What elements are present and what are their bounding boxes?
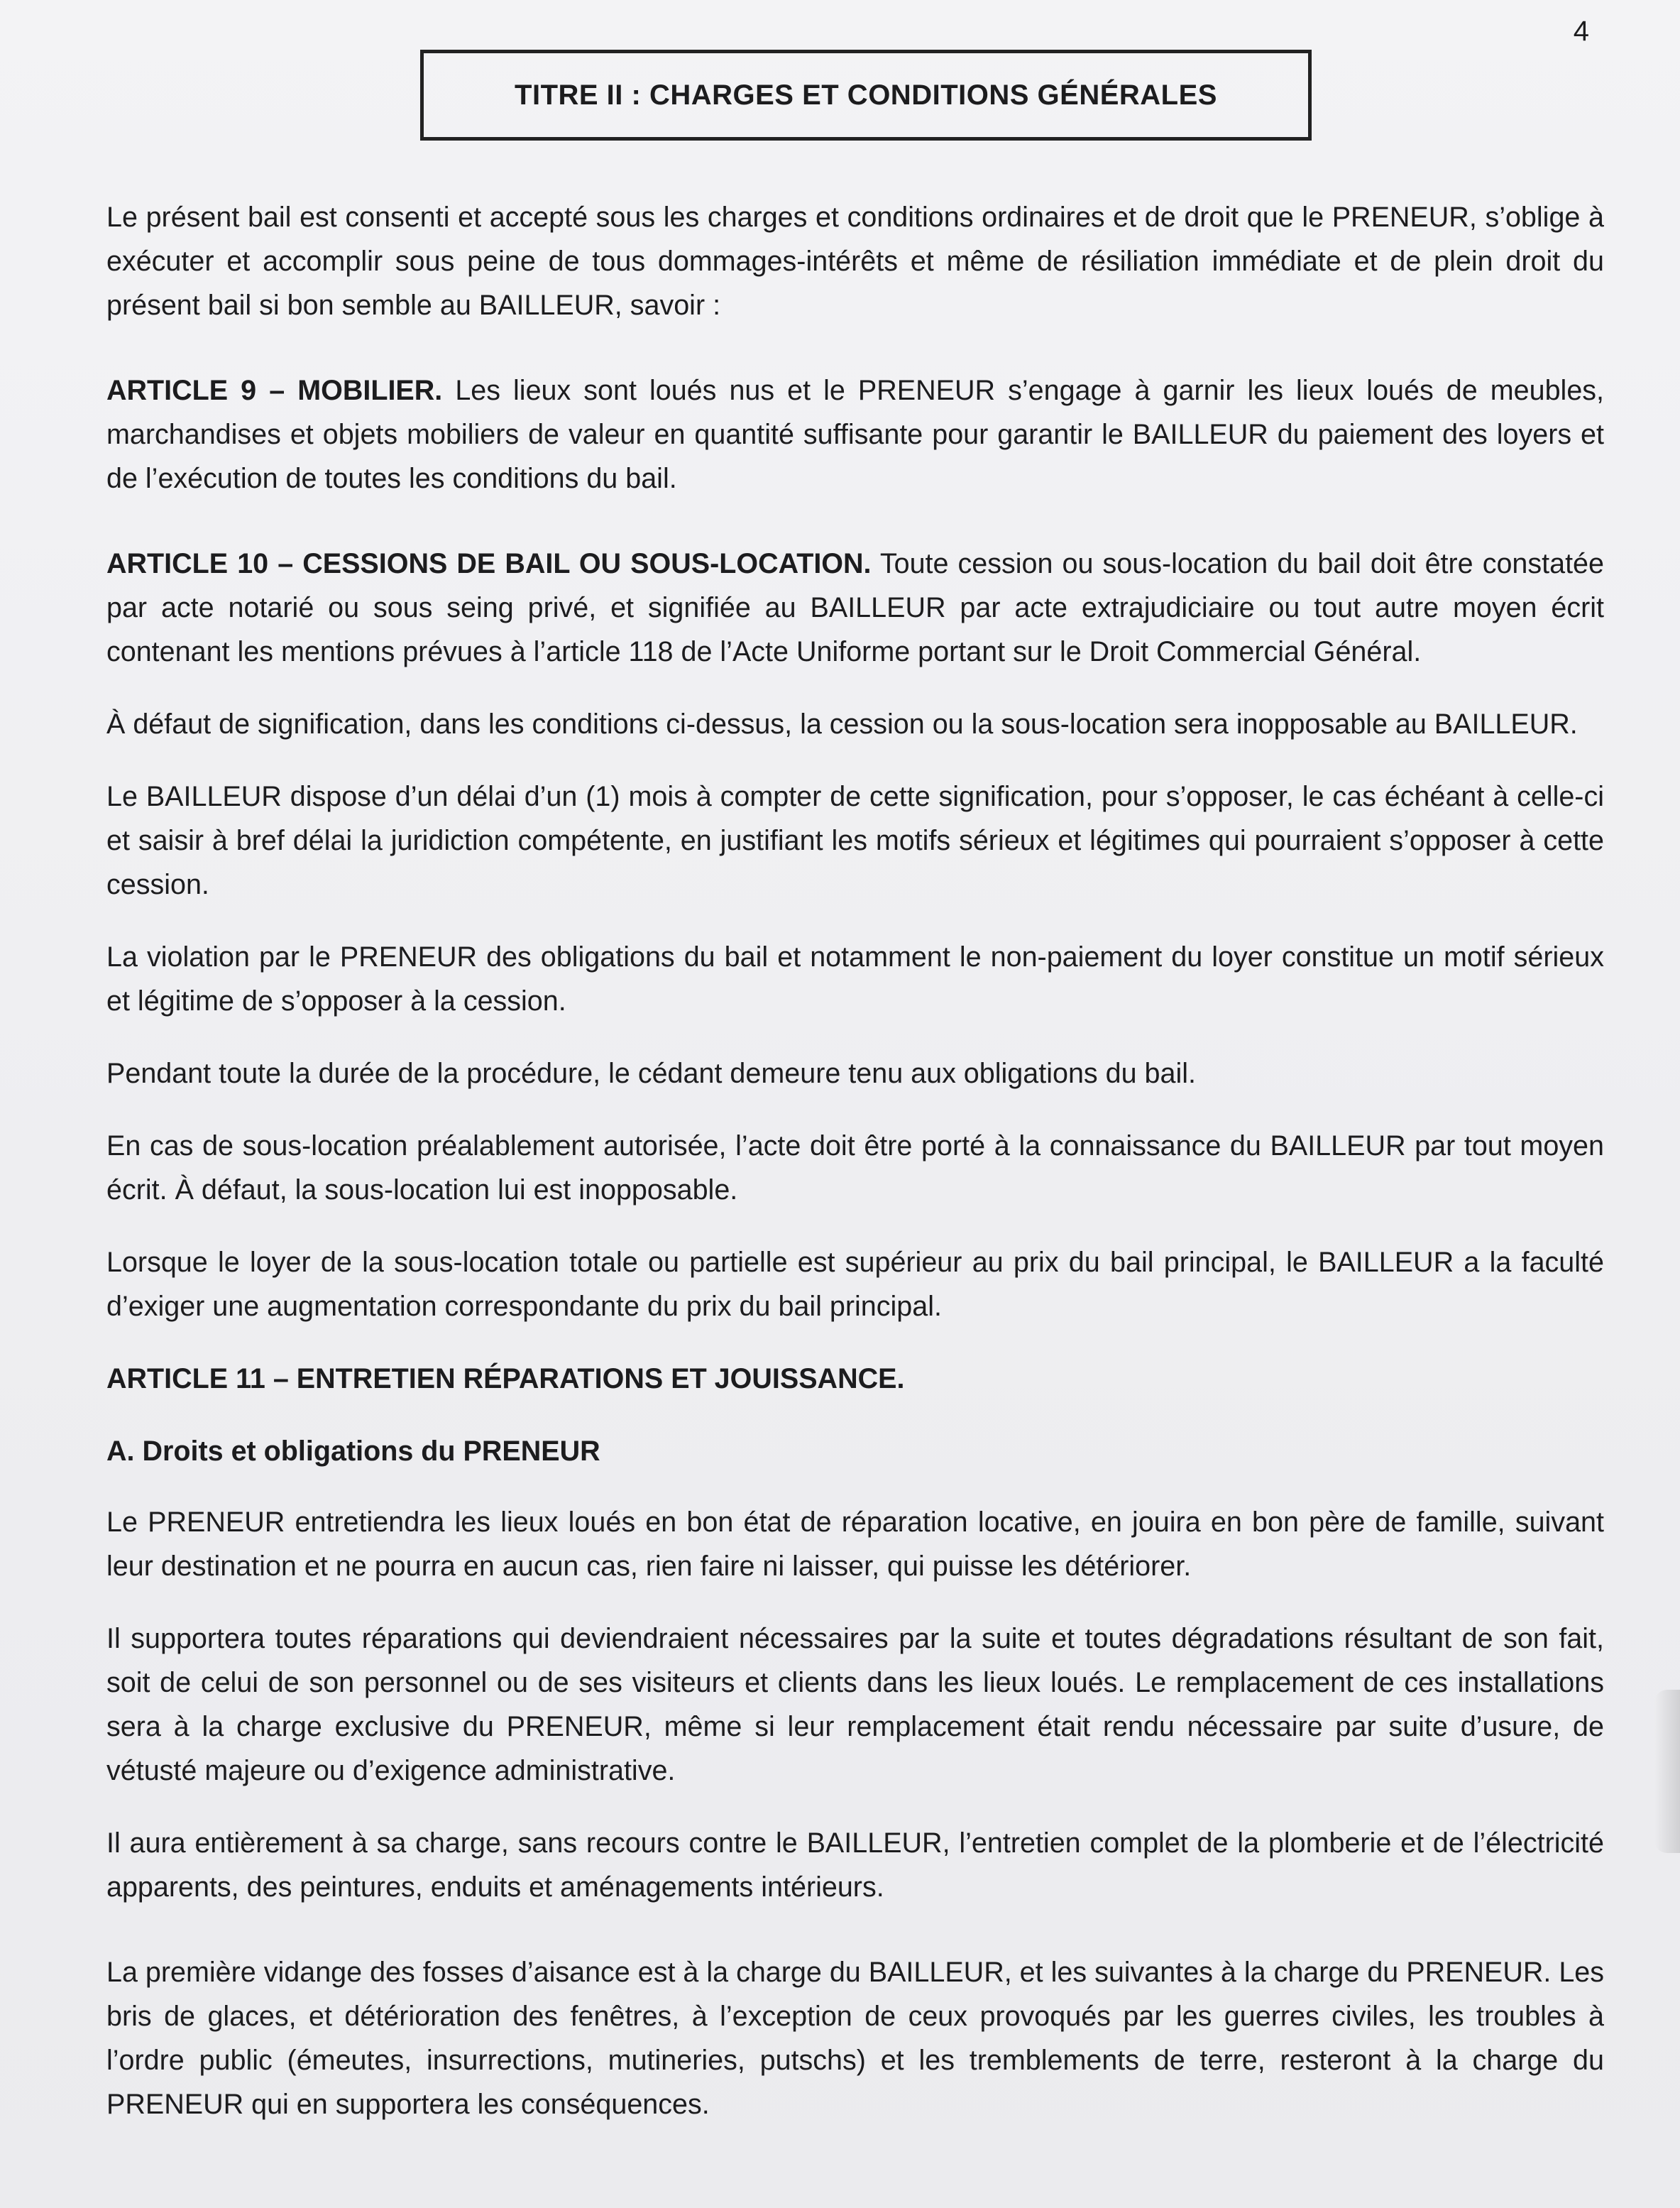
article-10-paragraph: En cas de sous-location préalablement autorisée, l’acte doit être porté à la connaissance du BAILLEUR par tout moyen écrit. À défaut, la sous-location lui est inopposable. — [106, 1130, 1604, 1206]
section-title-box — [420, 50, 1312, 141]
article-9-title: ARTICLE 9 – MOBILIER. — [106, 375, 443, 406]
article-9-text: Les lieux sont loués nus et le PRENEUR s’engage à garnir les lieux loués de meubles, marchandises et objets mobiliers de valeur en quantité suffisante pour garantir le BAILLEUR du paiement des loyers et de l’exécution de toutes les conditions du bail. — [106, 375, 1605, 494]
article-10-text: Toute cession ou sous-location du bail doit être constatée par acte notarié ou sous seing privé, et signifiée au BAILLEUR par acte extrajudiciaire ou tout autre moyen écrit contenant les mentions prévues à l’article 118 de l’Acte Uniforme portant sur le Droit Commercial Général. — [106, 548, 1604, 667]
article-10 — [106, 542, 1604, 674]
article-11-paragraph: Il aura entièrement à sa charge, sans recours contre le BAILLEUR, l’entretien complet de la plomberie et de l’électricité apparents, des peintures, enduits et aménagements intérieurs. — [106, 1827, 1604, 1903]
article-9 — [106, 368, 1604, 501]
article-10-paragraph: La violation par le PRENEUR des obligations du bail et notamment le non-paiement du loyer constitue un motif sérieux et légitime de s’opposer à la cession. — [106, 941, 1604, 1017]
article-11-paragraph: Le PRENEUR entretiendra les lieux loués en bon état de réparation locative, en jouira en bon père de famille, suivant leur destination et ne pourra en aucun cas, rien faire ni laisser, qui puisse les détériorer. — [106, 1507, 1604, 1582]
article-10-paragraph: À défaut de signification, dans les conditions ci-dessus, la cession ou la sous-location sera inopposable au BAILLEUR. — [106, 709, 1578, 740]
article-11-paragraph: La première vidange des fosses d’aisance est à la charge du BAILLEUR, et les suivantes à la charge du PRENEUR. Les bris de glaces, et détérioration des fenêtres, à l’exception de ceux provoqués par les guerres civiles, les troubles à l’ordre public (émeutes, insurrections, mutineries, putschs) et les tremblements de terre, resteront à la charge du PRENEUR qui en supportera les conséquences. — [106, 1957, 1605, 2120]
page-number: 4 — [1573, 16, 1589, 47]
page-edge-shadow — [1654, 1690, 1680, 1853]
article-10-paragraph: Le BAILLEUR dispose d’un délai d’un (1) mois à compter de cette signification, pour s’opposer, le cas échéant à celle-ci et saisir à bref délai la juridiction compétente, en justifiant les motifs sérieux et légitimes qui pourraient s’opposer à cette cession. — [106, 781, 1604, 900]
article-10-paragraph: Lorsque le loyer de la sous-location totale ou partielle est supérieur au prix du bail principal, le BAILLEUR a la faculté d’exiger une augmentation correspondante du prix du bail principal. — [106, 1247, 1604, 1322]
article-10-title: ARTICLE 10 – CESSIONS DE BAIL OU SOUS-LOCATION. — [106, 548, 872, 579]
article-11-paragraph: Il supportera toutes réparations qui deviendraient nécessaires par la suite et toutes dégradations résultant de son fait, soit de celui de son personnel ou de ses visiteurs et clients dans les lieux loués. Le remplacement de ces installations sera à la charge exclusive du PRENEUR, même si leur remplacement était rendu nécessaire par suite d’usure, de vétusté majeure ou d’exigence administrative. — [106, 1623, 1604, 1786]
article-10-paragraph: Pendant toute la durée de la procédure, le cédant demeure tenu aux obligations du bail. — [106, 1058, 1197, 1089]
section-title: TITRE II : CHARGES ET CONDITIONS GÉNÉRALES — [515, 79, 1217, 111]
document-body — [106, 195, 1604, 2155]
intro-paragraph: Le présent bail est consenti et accepté sous les charges et conditions ordinaires et de droit que le PRENEUR, s’oblige à exécuter et accomplir sous peine de tous dommages-intérêts et même de résiliation immédiate et de plein droit du présent bail si bon semble au BAILLEUR, savoir : — [106, 202, 1604, 321]
article-11-subtitle: A. Droits et obligations du PRENEUR — [106, 1436, 600, 1467]
article-11-title: ARTICLE 11 – ENTRETIEN RÉPARATIONS ET JOUISSANCE. — [106, 1363, 905, 1394]
